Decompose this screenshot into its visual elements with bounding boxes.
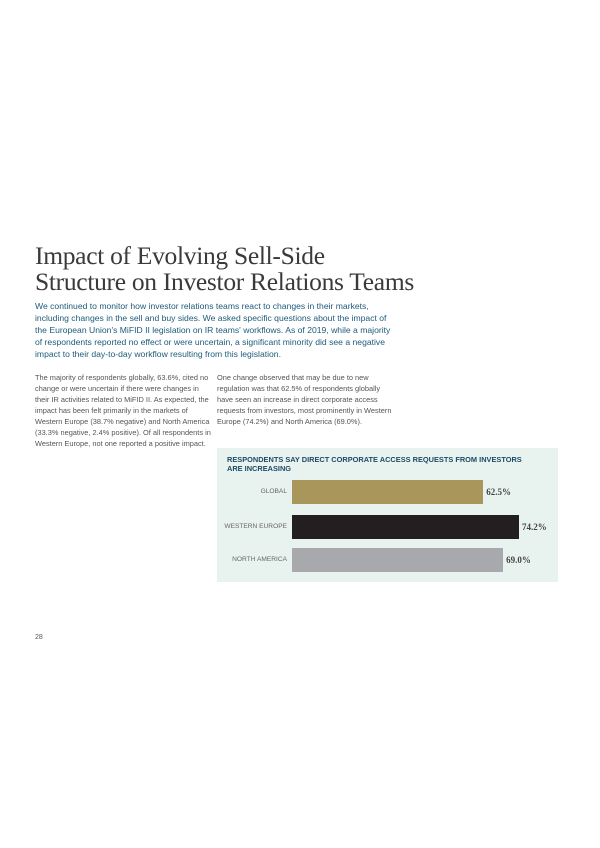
- data-label: 74.2%: [522, 522, 547, 532]
- bar-chart: [217, 448, 558, 582]
- bar: [292, 515, 519, 539]
- body-column-right: One change observed that may be due to new regulation was that 62.5% of respondents globally have seen an increase in direct corporate access requests from investors, most prominently in Western Europe (74.2%) and North America (69.0%).: [217, 373, 392, 426]
- page-number: 28: [35, 634, 43, 641]
- category-label: GLOBAL: [260, 488, 287, 495]
- body-column-left: The majority of respondents globally, 63.6%, cited no change or were uncertain if there were changes in their IR activities related to MiFID II. As expected, the impact has been felt primarily in the markets of Western Europe (38.7% negative) and North America (33.3% negative, 2.4% positive). Of all respondents in Western Europe, not one reported a positive impact.: [35, 373, 211, 448]
- bar: [292, 480, 483, 504]
- data-label: 62.5%: [486, 487, 511, 497]
- intro-paragraph: We continued to monitor how investor relations teams react to changes in their markets, including changes in the sell and buy sides. We asked specific questions about the impact of the European Union's MiFID II legislation on IR teams' workflows. As of 2019, while a majority of respondents reported no effect or were uncertain, a significant minority did see a negative impact to their day-to-day workflow resulting from this legislation.: [35, 301, 391, 359]
- data-label: 69.0%: [506, 555, 531, 565]
- category-label: WESTERN EUROPE: [224, 523, 287, 530]
- page-title: Impact of Evolving Sell-Side Structure on Investor Relations Teams: [35, 241, 414, 296]
- category-label: NORTH AMERICA: [232, 556, 287, 563]
- bar: [292, 548, 503, 572]
- chart-title: RESPONDENTS SAY DIRECT CORPORATE ACCESS REQUESTS FROM INVESTORS ARE INCREASING: [227, 455, 522, 473]
